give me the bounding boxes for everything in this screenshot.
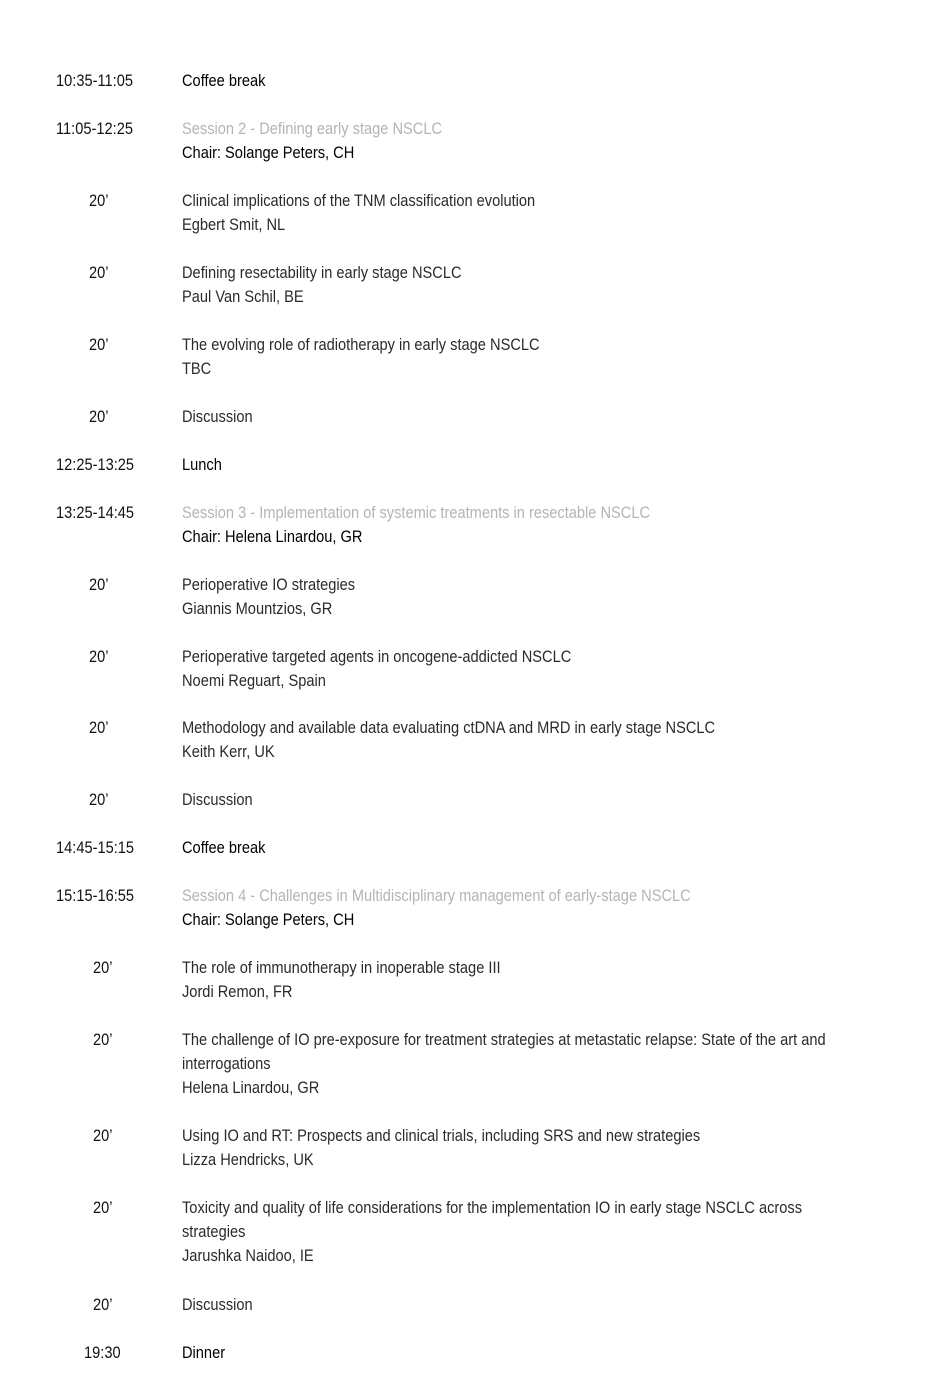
break-title: Lunch <box>182 455 222 474</box>
talk-speaker: Giannis Mountzios, GR <box>182 599 333 618</box>
talk-content <box>182 1196 942 1268</box>
talk-content <box>182 788 942 812</box>
talk-duration: 20’ <box>89 790 109 809</box>
talk-speaker: Keith Kerr, UK <box>182 742 275 761</box>
talk-duration: 20’ <box>93 1030 113 1049</box>
talk-duration: 20’ <box>93 958 113 977</box>
talk-content <box>182 405 942 429</box>
talk-title: Clinical implications of the TNM classification evolution <box>182 191 536 210</box>
time-slot: 19:30 <box>84 1343 121 1362</box>
talk-speaker: Egbert Smit, NL <box>182 215 286 234</box>
session-content <box>182 117 942 165</box>
talk-speaker: Jordi Remon, FR <box>182 982 293 1001</box>
session-content <box>182 884 942 932</box>
talk-content <box>182 333 942 381</box>
talk-duration: 20’ <box>89 647 109 666</box>
talk-title-line-1: The challenge of IO pre-exposure for treatment strategies at metastatic relapse: State of the art and <box>182 1030 826 1049</box>
talk-speaker: TBC <box>182 359 212 378</box>
session-title: Session 3 - Implementation of systemic treatments in resectable NSCLC <box>182 503 651 522</box>
talk-content <box>182 573 942 621</box>
talk-content <box>182 956 942 1004</box>
session-title: Session 2 - Defining early stage NSCLC <box>182 119 443 138</box>
talk-duration: 20’ <box>89 407 109 426</box>
talk-speaker: Jarushka Naidoo, IE <box>182 1246 314 1265</box>
break-content <box>182 1341 942 1365</box>
talk-speaker: Paul Van Schil, BE <box>182 287 304 306</box>
talk-title: Perioperative targeted agents in oncogene-addicted NSCLC <box>182 647 572 666</box>
talk-title: Methodology and available data evaluating ctDNA and MRD in early stage NSCLC <box>182 718 716 737</box>
talk-speaker: Noemi Reguart, Spain <box>182 671 326 690</box>
discussion-title: Discussion <box>182 1295 253 1314</box>
session-chair: Chair: Helena Linardou, GR <box>182 527 363 546</box>
talk-title-line-1: Toxicity and quality of life considerations for the implementation IO in early stage NSCLC across <box>182 1198 803 1217</box>
talk-duration: 20’ <box>93 1295 113 1314</box>
time-slot: 12:25-13:25 <box>56 455 135 474</box>
talk-duration: 20’ <box>89 718 109 737</box>
session-chair: Chair: Solange Peters, CH <box>182 910 355 929</box>
talk-title: Using IO and RT: Prospects and clinical trials, including SRS and new strategies <box>182 1126 701 1145</box>
talk-duration: 20’ <box>89 335 109 354</box>
talk-title: The role of immunotherapy in inoperable stage III <box>182 958 501 977</box>
talk-content <box>182 1124 942 1172</box>
break-title: Coffee break <box>182 838 266 857</box>
time-slot: 13:25-14:45 <box>56 503 135 522</box>
break-content <box>182 453 942 477</box>
time-slot: 11:05-12:25 <box>56 119 133 138</box>
talk-content <box>182 716 942 764</box>
session-title: Session 4 - Challenges in Multidisciplinary management of early-stage NSCLC <box>182 886 691 905</box>
talk-duration: 20’ <box>89 191 109 210</box>
talk-speaker: Helena Linardou, GR <box>182 1078 320 1097</box>
break-title: Coffee break <box>182 71 266 90</box>
talk-content <box>182 261 942 309</box>
talk-content <box>182 645 942 693</box>
talk-content <box>182 189 942 237</box>
talk-content <box>182 1293 942 1317</box>
talk-speaker: Lizza Hendricks, UK <box>182 1150 314 1169</box>
talk-title: Perioperative IO strategies <box>182 575 356 594</box>
talk-title: The evolving role of radiotherapy in early stage NSCLC <box>182 335 540 354</box>
talk-title: Defining resectability in early stage NSCLC <box>182 263 462 282</box>
break-content <box>182 69 942 93</box>
talk-title-line-2: strategies <box>182 1222 246 1241</box>
break-content <box>182 836 942 860</box>
session-content <box>182 501 942 549</box>
time-slot: 14:45-15:15 <box>56 838 135 857</box>
talk-duration: 20’ <box>89 575 109 594</box>
time-slot: 10:35-11:05 <box>56 71 133 90</box>
talk-duration: 20’ <box>93 1198 113 1217</box>
discussion-title: Discussion <box>182 407 253 426</box>
talk-content <box>182 1028 942 1100</box>
discussion-title: Discussion <box>182 790 253 809</box>
session-chair: Chair: Solange Peters, CH <box>182 143 355 162</box>
break-title: Dinner <box>182 1343 226 1362</box>
time-slot: 15:15-16:55 <box>56 886 135 905</box>
talk-duration: 20’ <box>89 263 109 282</box>
talk-title-line-2: interrogations <box>182 1054 271 1073</box>
talk-duration: 20’ <box>93 1126 113 1145</box>
